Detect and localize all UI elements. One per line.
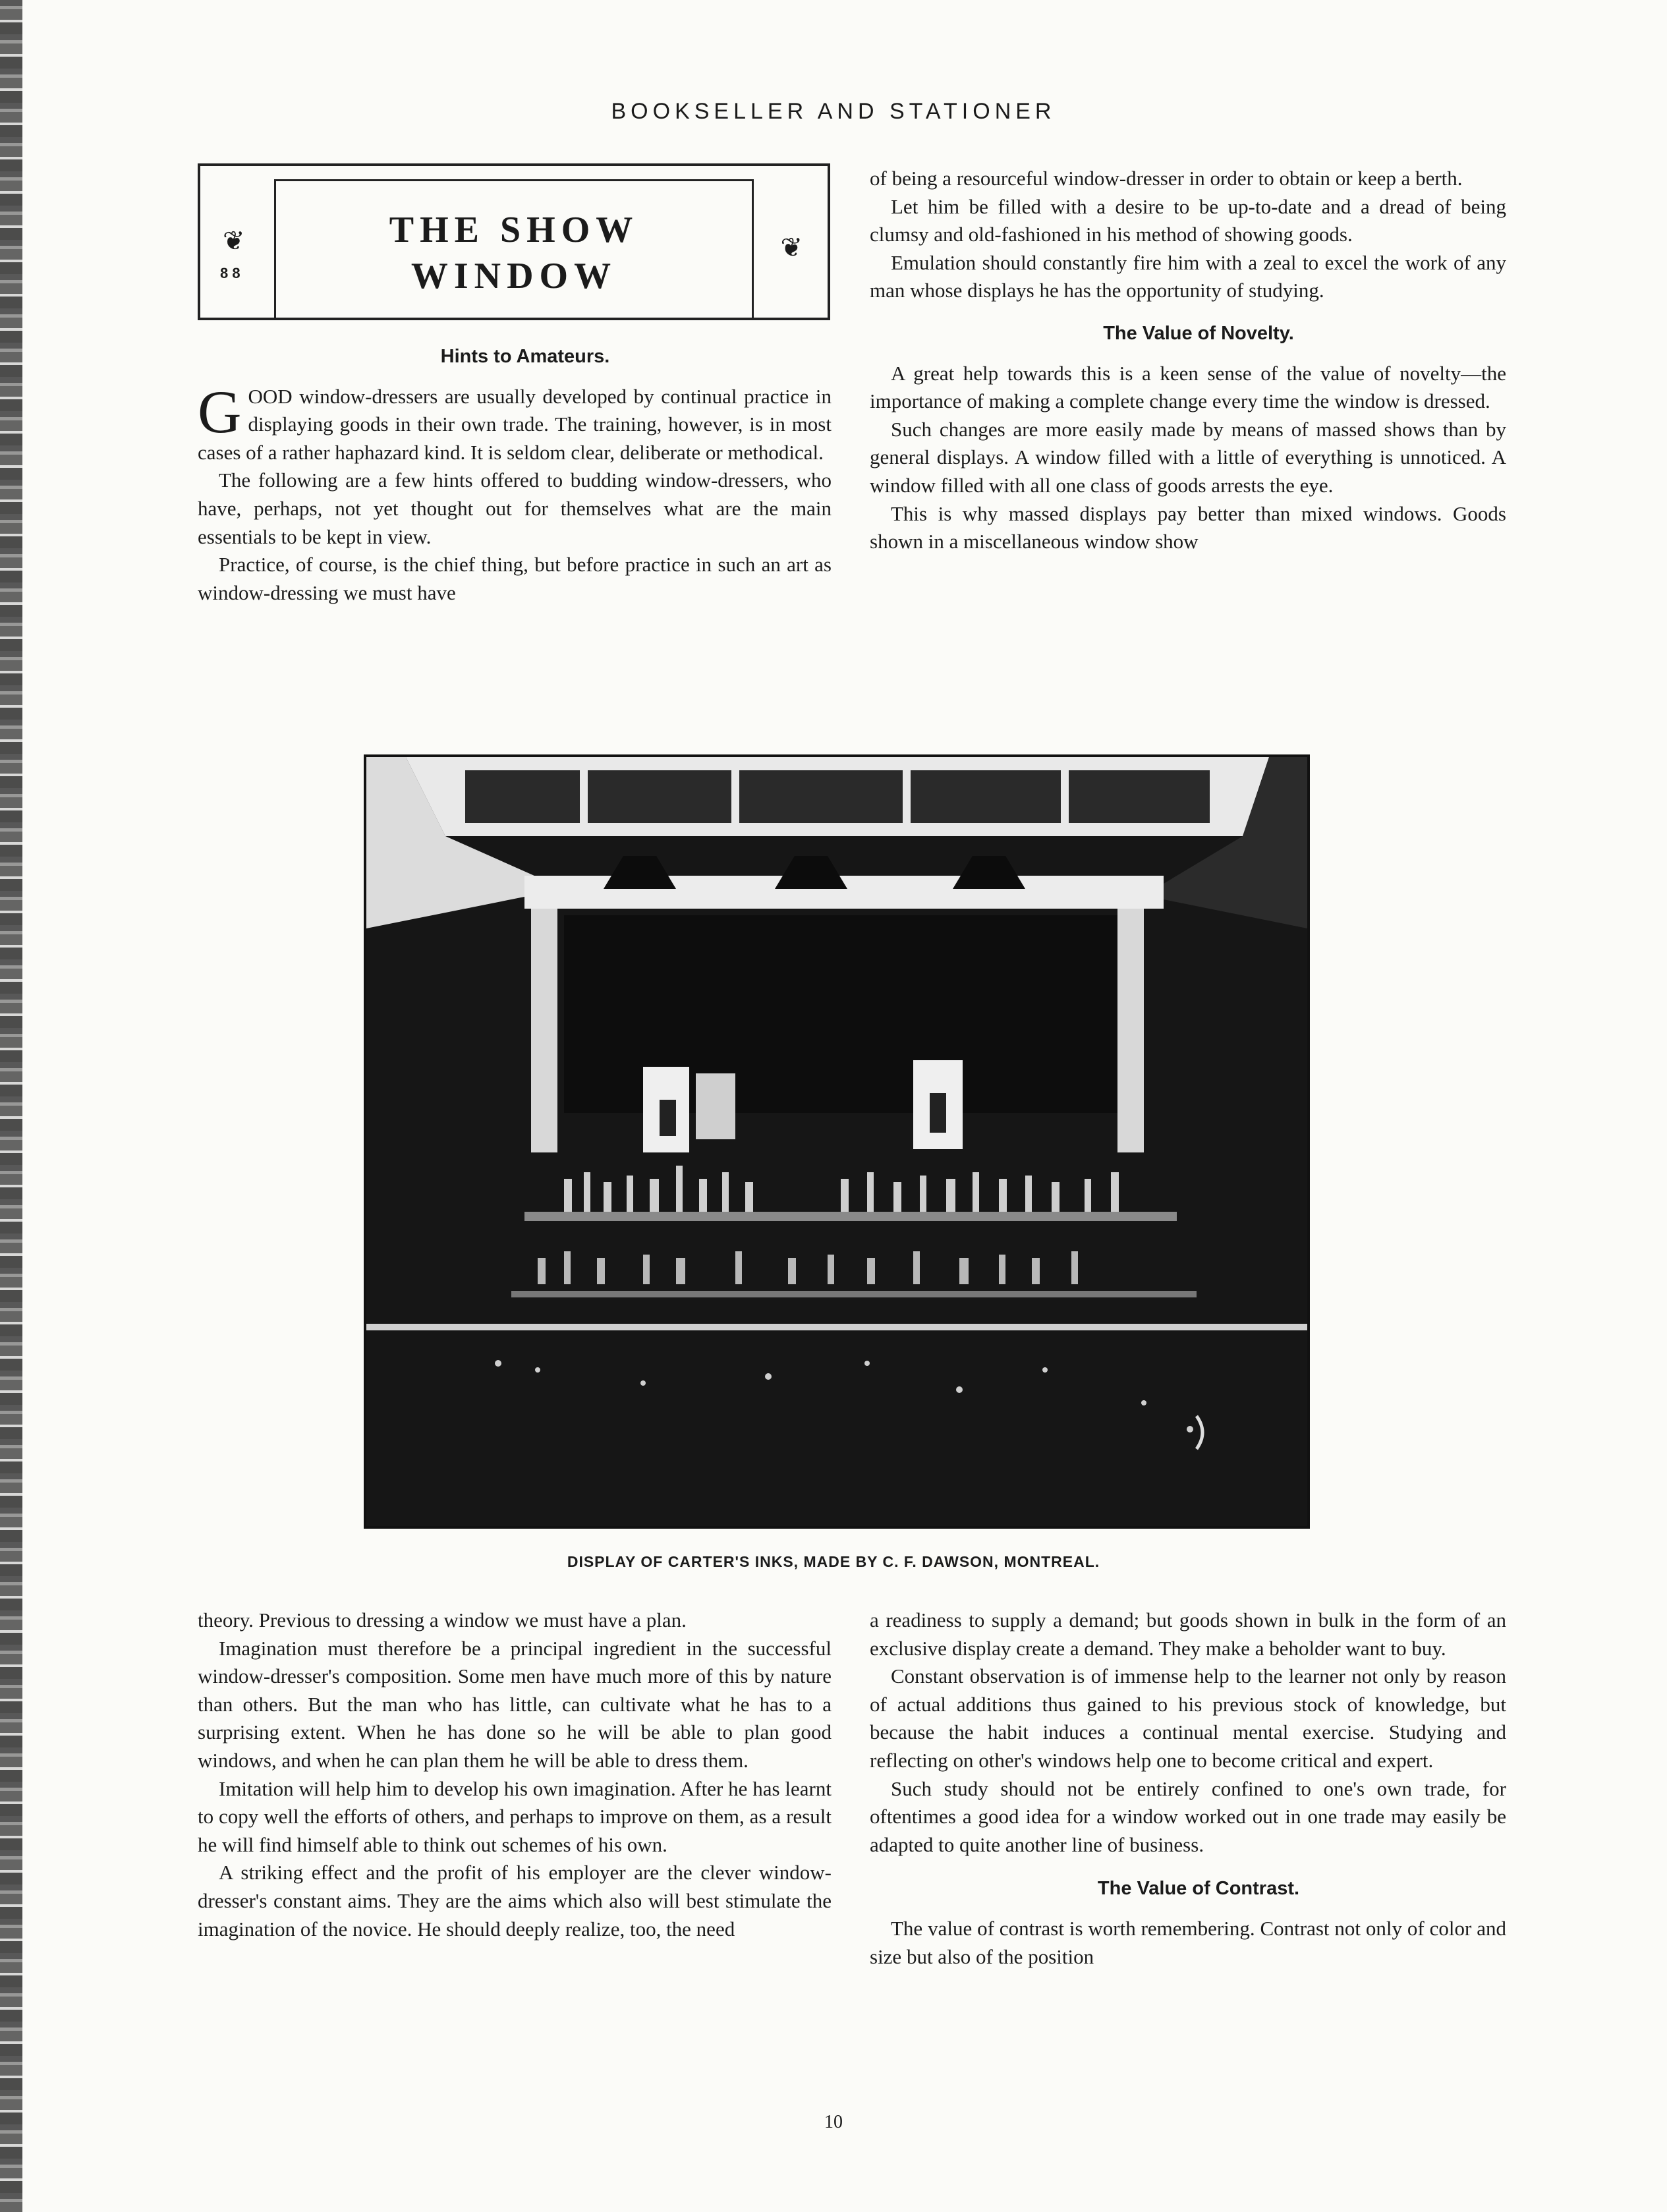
paragraph: a readiness to supply a demand; but goods shown in bulk in the form of an exclusive display create a demand. They make a beholder want to buy. — [870, 1608, 1506, 1660]
paragraph: Let him be filled with a desire to be up-to-date and a dread of being clumsy and old-fashioned in his method of showing goods. — [870, 194, 1506, 246]
column-left-bottom — [198, 1606, 832, 1943]
column-left-top — [198, 343, 832, 607]
paragraph: Imitation will help him to develop his own imagination. After he has learnt to copy well the efforts of others, and perhaps to improve on them, as a result he will find himself able to think out schemes of his own. — [198, 1776, 832, 1856]
drop-cap: G — [198, 378, 242, 445]
paragraph — [198, 378, 832, 467]
running-head: BOOKSELLER AND STATIONER — [611, 99, 1056, 124]
ornament-label: 8 8 — [220, 265, 240, 281]
column-right-top — [870, 165, 1506, 556]
leaf-ornament-icon: ❦ — [780, 233, 803, 262]
subheading: The Value of Novelty. — [1103, 322, 1294, 344]
paragraph: of being a resourceful window-dresser in order to obtain or keep a berth. — [870, 167, 1463, 190]
section-title-line1: THE SHOW — [389, 210, 639, 250]
subheading: Hints to Amateurs. — [440, 346, 610, 367]
paragraph: Practice, of course, is the chief thing, but before practice in such an art as window-dressing we must have — [198, 553, 832, 604]
shop-window-photo — [364, 754, 1310, 1529]
paragraph: theory. Previous to dressing a window we must have a plan. — [198, 1608, 687, 1631]
paragraph: Emulation should constantly fire him with a zeal to excel the work of any man whose displays he has the opportunity of studying. — [870, 250, 1506, 302]
paragraph: Imagination must therefore be a principal ingredient in the successful window-dresser's composition. Some men have much more of this by nature than others. But the man who has little, can cultivate what he has to a surprising extent. When he has done so he will be able to plan good windows, and when he can plan them he will be able to dress them. — [198, 1636, 832, 1772]
paragraph: The following are a few hints offered to budding window-dressers, who have, perhaps, not yet thought out for themselves what are the main essentials to be kept in view. — [198, 468, 832, 548]
paragraph: The value of contrast is worth remembering. Contrast not only of color and size but also of the position — [870, 1916, 1506, 1968]
scan-edge — [0, 0, 22, 2212]
photo-caption: DISPLAY OF CARTER'S INKS, MADE BY C. F. DAWSON, MONTREAL. — [567, 1553, 1100, 1570]
paragraph-text: OOD window-dressers are usually developed by continual practice in displaying goods in their own trade. The training, however, is in most cases of a rather haphazard kind. It is seldom clear, deliberate or methodical. — [198, 384, 832, 464]
section-title-box — [198, 163, 830, 320]
paragraph: Constant observation is of immense help to the learner not only by reason of actual additions thus gained to his previous stock of knowledge, but because the habit induces a continual mental exercise. Studying and reflecting on other's windows help one to become critical and expert. — [870, 1664, 1506, 1772]
photo-illustration — [366, 757, 1307, 1526]
title-frame — [274, 179, 754, 318]
paragraph: A striking effect and the profit of his employer are the clever window-dresser's constant aims. They are the aims which also will best stimulate the imagination of the novice. He should deeply realize, too, the need — [198, 1861, 832, 1941]
paragraph: Such study should not be entirely confined to one's own trade, for oftentimes a good idea for a window worked out in one trade may easily be adapted to quite another line of business. — [870, 1776, 1506, 1856]
page-number: 10 — [824, 2112, 843, 2132]
leaf-ornament-icon: ❦ — [223, 226, 245, 256]
subheading: The Value of Contrast. — [1097, 1878, 1300, 1900]
section-title-line2: WINDOW — [410, 256, 617, 297]
paragraph: A great help towards this is a keen sense of the value of novelty—the importance of making a complete change every time the window is dressed. — [870, 361, 1506, 413]
column-right-bottom — [870, 1606, 1506, 1971]
paragraph: This is why massed displays pay better than mixed windows. Goods shown in a miscellaneous window show — [870, 501, 1506, 553]
paragraph: Such changes are more easily made by means of massed shows than by general displays. A window filled with a little of everything is unnoticed. A window filled with all one class of goods arrests the eye. — [870, 417, 1506, 497]
